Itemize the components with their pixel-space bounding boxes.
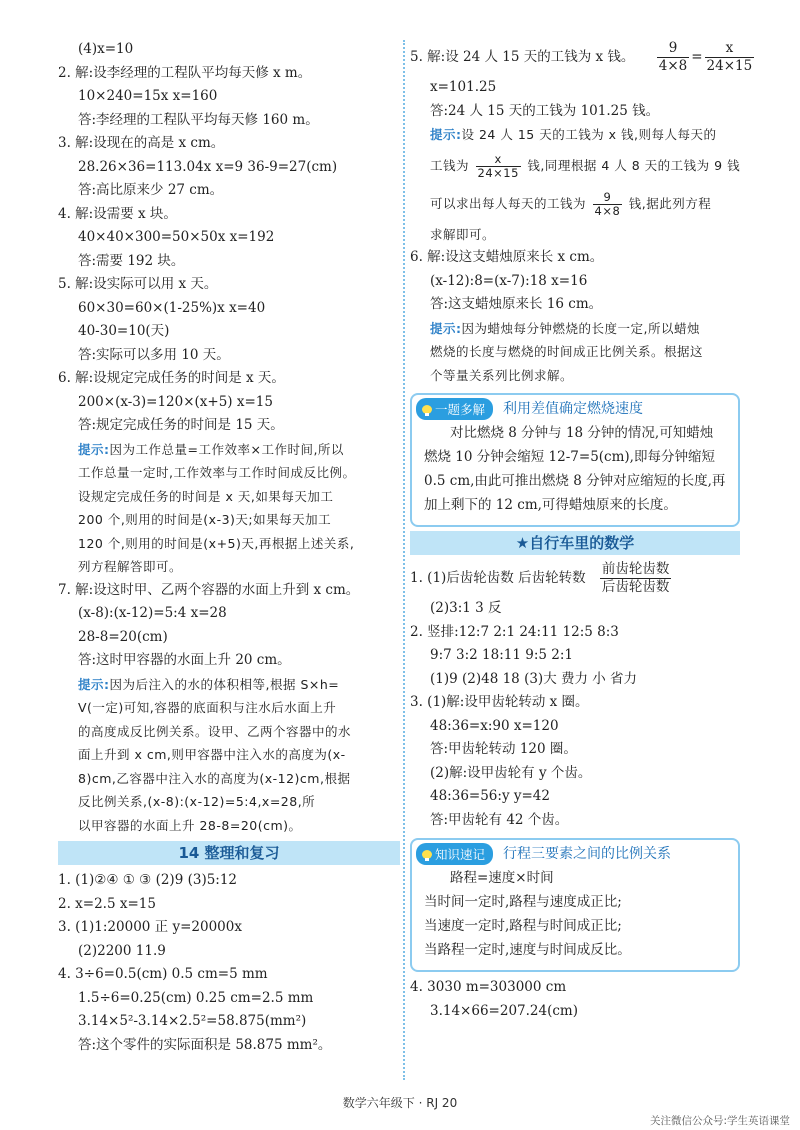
answer-line: (x-12):8=(x-7):18 x=16 <box>430 272 588 289</box>
hint-line: 的高度成反比例关系。设甲、乙两个容器中的水 <box>78 723 352 739</box>
answer-line: x=101.25 <box>430 79 497 95</box>
equals-sign: = <box>691 49 703 65</box>
fraction-numerator: 9 <box>603 189 612 204</box>
box-line: 当路程一定时,速度与时间成反比。 <box>424 942 631 958</box>
answer-line: 答:甲齿轮有 42 个齿。 <box>430 811 569 828</box>
answer-line: (x-8):(x-12)=5:4 x=28 <box>78 605 227 621</box>
fraction <box>600 561 672 596</box>
answer-line: 答:李经理的工程队平均每天修 160 m。 <box>78 111 319 128</box>
box-line: 对比燃烧 8 分钟与 18 分钟的情况,可知蜡烛 <box>450 425 714 441</box>
answer-line: 答:24 人 15 天的工钱为 101.25 钱。 <box>430 102 660 119</box>
knowledge-box <box>410 838 740 972</box>
fraction-numerator: x <box>494 151 502 166</box>
fraction-numerator: 前齿轮齿数 <box>601 561 670 577</box>
answer-line: 10×240=15x x=160 <box>78 88 218 104</box>
answer-line: 答:规定完成任务的时间是 15 天。 <box>78 417 284 433</box>
answer-line: 3. (1)1:20000 正 y=20000x <box>58 919 242 935</box>
answer-line: (2)解:设甲齿轮有 y 个齿。 <box>430 764 592 781</box>
hint-line: 8)cm,乙容器中注入水的高度为(x-12)cm,根据 <box>78 770 351 786</box>
box-line: 当时间一定时,路程与速度成正比; <box>424 894 622 910</box>
answer-line: 6. 解:设这支蜡烛原来长 x cm。 <box>410 249 604 265</box>
hint-line: 列方程解答即可。 <box>78 559 183 574</box>
answer-line: 60×30=60×(1-25%)x x=40 <box>78 299 266 316</box>
answer-line: 40×40×300=50×50x x=192 <box>78 229 275 245</box>
answer-line-q5 <box>410 38 753 76</box>
hint-label: 提示: <box>430 127 462 142</box>
hint-line: 反比例关系,(x-8):(x-12)=5:4,x=28,所 <box>78 794 316 809</box>
hint-line: 个等量关系列比例求解。 <box>430 367 574 383</box>
answer-line: (2)2200 11.9 <box>78 942 166 959</box>
fraction <box>705 40 755 75</box>
fraction-numerator: x <box>725 40 734 56</box>
box-line: 路程=速度×时间 <box>450 870 554 886</box>
column-divider <box>403 40 405 1080</box>
answer-line: 答:这时甲容器的水面上升 20 cm。 <box>78 652 291 668</box>
hint-text: 钱,据此列方程 <box>628 195 712 211</box>
hint-line: 提示:因为后注入的水的体积相等,根据 S×h= <box>78 676 340 692</box>
hint-line: 200 个,则用的时间是(x-3)天;如果每天加工 <box>78 512 332 527</box>
answer-line: 答:甲齿轮转动 120 圈。 <box>430 741 577 757</box>
q5-text: 5. 解:设 24 人 15 天的工钱为 x 钱。 <box>410 49 635 65</box>
answer-line: 4. 3÷6=0.5(cm) 0.5 cm=5 mm <box>58 966 268 982</box>
box-line: 当速度一定时,路程与时间成正比; <box>424 918 622 934</box>
answer-line: 答:这个零件的实际面积是 58.875 mm²。 <box>78 1036 332 1053</box>
box-tag-label: 知识速记 <box>435 847 486 862</box>
hint-text: 钱,同理根据 4 人 8 天的工钱为 9 钱 <box>527 157 741 173</box>
box-line: 燃烧 10 分钟会缩短 12-7=5(cm),即每分钟缩短 <box>424 449 715 465</box>
box-header <box>412 395 738 421</box>
answer-line: (2)3:1 3 反 <box>430 600 502 616</box>
answer-text: 1. (1)后齿轮齿数 后齿轮转数 <box>410 570 586 586</box>
hint-line: 提示:因为工作总量=工作效率×工作时间,所以 <box>78 441 344 457</box>
multi-solution-box <box>410 393 740 527</box>
hint-label: 提示: <box>430 320 462 336</box>
answer-line <box>410 559 740 597</box>
watermark: 关注微信公众号:学生英语课堂 <box>649 1115 790 1127</box>
hint-line: 求解即可。 <box>430 226 496 242</box>
answer-line: 答:这支蜡烛原来长 16 cm。 <box>430 296 603 312</box>
fraction-denominator: 后齿轮齿数 <box>601 579 670 595</box>
answer-line: 9:7 3:2 18:11 9:5 2:1 <box>430 647 573 663</box>
answer-line: 7. 解:设这时甲、乙两个容器的水面上升到 x cm。 <box>58 581 360 598</box>
answer-line: 3.14×5²-3.14×2.5²=58.875(mm²) <box>78 1013 307 1029</box>
hint-line: 120 个,则用的时间是(x+5)天,再根据上述关系, <box>78 535 355 551</box>
answer-line: 3.14×66=207.24(cm) <box>430 1002 578 1019</box>
answer-line: 2. 解:设李经理的工程队平均每天修 x m。 <box>58 64 312 81</box>
right-column <box>410 38 753 1023</box>
answer-line: 48:36=x:90 x=120 <box>430 717 559 734</box>
answer-line: 2. x=2.5 x=15 <box>58 895 156 912</box>
answer-line: 48:36=56:y y=42 <box>430 788 550 804</box>
hint-line: V(一定)可知,容器的底面积与注水后水面上升 <box>78 700 337 715</box>
fraction <box>593 191 623 218</box>
answer-line: 3. 解:设现在的高是 x cm。 <box>58 135 225 151</box>
answer-line: 答:需要 192 块。 <box>78 252 185 269</box>
box-line: 0.5 cm,由此可推出燃烧 8 分钟对应缩短的长度,再 <box>424 473 726 489</box>
answer-line: 28-8=20(cm) <box>78 628 168 645</box>
section-title-14: 14 整理和复习 <box>58 841 400 865</box>
page-footer: 数学六年级下 · RJ 20 <box>342 1096 458 1110</box>
fraction-denominator: 4×8 <box>658 58 688 74</box>
answer-line: 3. (1)解:设甲齿轮转动 x 圈。 <box>410 694 589 710</box>
answer-line: 4. 解:设需要 x 块。 <box>58 205 177 222</box>
hint-line: 工作总量一定时,工作效率与工作时间成反比例。 <box>78 465 356 480</box>
answer-line: (1)9 (2)48 18 (3)大 费力 小 省力 <box>430 670 638 687</box>
fraction-numerator: 9 <box>668 40 678 56</box>
hint-line <box>410 147 740 185</box>
section-title-bike: ★自行车里的数学 <box>410 531 740 555</box>
hint-text: 工钱为 <box>430 157 470 173</box>
box-tag <box>416 843 493 865</box>
answer-line: 答:实际可以多用 10 天。 <box>78 346 230 363</box>
box-title: 利用差值确定燃烧速度 <box>503 401 644 417</box>
hint-line <box>410 185 740 223</box>
hint-line: 以甲容器的水面上升 28-8=20(cm)。 <box>78 817 302 833</box>
answer-line: 答:高比原来少 27 cm。 <box>78 182 224 198</box>
fraction <box>657 40 690 75</box>
answer-line: 2. 竖排:12:7 2:1 24:11 12:5 8:3 <box>410 623 619 640</box>
box-header <box>412 840 738 866</box>
box-tag <box>416 398 493 420</box>
hint-line: 面上升到 x cm,则甲容器中注入水的高度为(x- <box>78 747 346 762</box>
hint-line: 燃烧的长度与燃烧的时间成正比例关系。根据这 <box>430 344 704 359</box>
box-tag-label: 一题多解 <box>435 402 486 417</box>
hint-label: 提示: <box>78 441 110 457</box>
answer-line: 28.26×36=113.04x x=9 36-9=27(cm) <box>78 158 338 175</box>
lightbulb-icon <box>422 405 432 417</box>
left-column <box>58 38 400 1057</box>
hint-line: 设规定完成任务的时间是 x 天,如果每天加工 <box>78 488 334 504</box>
answer-line: 40-30=10(天) <box>78 323 170 339</box>
fraction <box>476 153 521 180</box>
answer-line: 6. 解:设规定完成任务的时间是 x 天。 <box>58 370 285 386</box>
answer-line: 1.5÷6=0.25(cm) 0.25 cm=2.5 mm <box>78 989 314 1006</box>
box-line: 加上剩下的 12 cm,可得蜡烛原来的长度。 <box>424 497 677 513</box>
box-title: 行程三要素之间的比例关系 <box>503 846 672 862</box>
answer-line: 200×(x-3)=120×(x+5) x=15 <box>78 393 273 410</box>
lightbulb-icon <box>422 850 432 862</box>
fraction-denominator: 4×8 <box>594 203 621 218</box>
answer-line: 5. 解:设实际可以用 x 天。 <box>58 276 218 292</box>
hint-text: 可以求出每人每天的工钱为 <box>430 195 587 211</box>
hint-label: 提示: <box>78 676 110 692</box>
answer-line: 1. (1)②④ ① ③ (2)9 (3)5:12 <box>58 872 238 888</box>
box-body <box>412 866 738 962</box>
fraction-denominator: 24×15 <box>706 58 753 74</box>
hint-line: 提示:设 24 人 15 天的工钱为 x 钱,则每人每天的 <box>430 127 717 142</box>
answer-line: (4)x=10 <box>78 41 134 57</box>
box-body <box>412 421 738 517</box>
fraction-denominator: 24×15 <box>477 165 519 180</box>
answer-line: 4. 3030 m=303000 cm <box>410 979 567 995</box>
hint-line: 提示:因为蜡烛每分钟燃烧的长度一定,所以蜡烛 <box>430 320 700 336</box>
